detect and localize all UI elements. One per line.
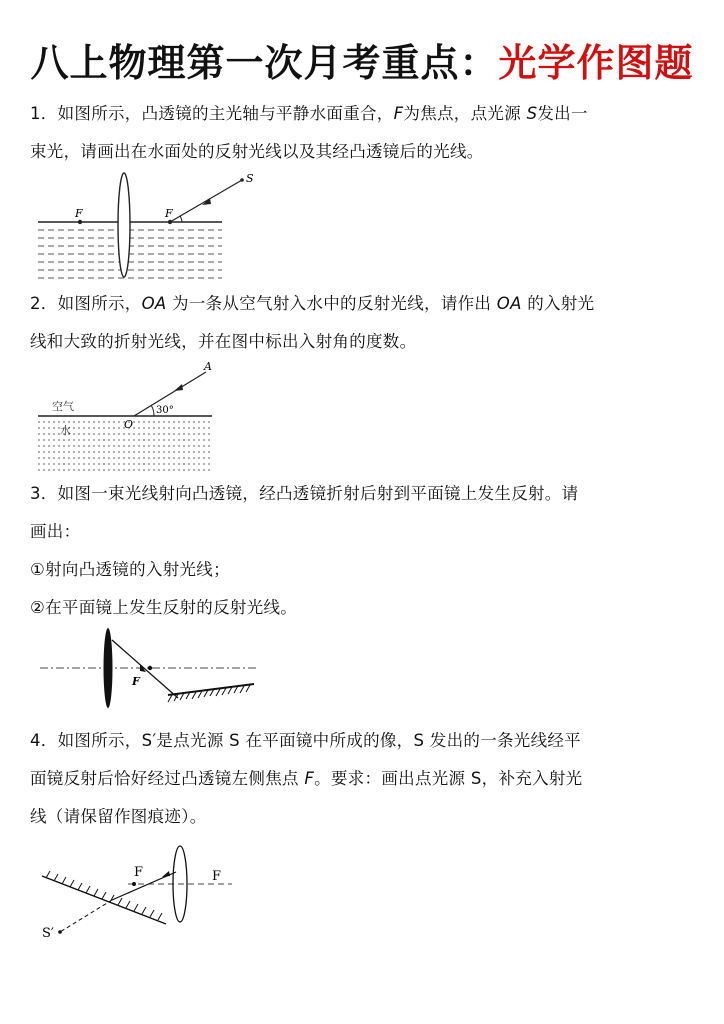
q2-ray-arrow bbox=[174, 384, 183, 391]
q3-line1: 3．如图一束光线射向凸透镜，经凸透镜折射后射到平面镜上发生反射。请 bbox=[30, 484, 579, 503]
q1-label-s: S bbox=[246, 172, 254, 185]
q4-line3: 线（请保留作图痕迹）。 bbox=[30, 807, 207, 826]
q3-label-f: F bbox=[132, 675, 140, 688]
q3-line4: ②在平面镜上发生反射的反射光线。 bbox=[30, 598, 298, 617]
question-3 bbox=[30, 475, 696, 627]
q4-plane-mirror bbox=[42, 876, 166, 924]
q4-focus-left bbox=[132, 882, 136, 886]
question-4 bbox=[30, 722, 696, 836]
q1-line1: 1．如图所示，凸透镜的主光轴与平静水面重合，F为焦点，点光源 S发出一 bbox=[30, 104, 588, 123]
q2-figure bbox=[36, 360, 216, 472]
title-accent: 光学作图题 bbox=[498, 40, 694, 85]
q3-line2: 画出： bbox=[30, 522, 81, 541]
q1-convex-lens bbox=[118, 173, 130, 277]
q4-line2: 面镜反射后恰好经过凸透镜左侧焦点 F。要求：画出点光源 S，补充入射光 bbox=[30, 769, 583, 788]
q3-convex-lens bbox=[104, 628, 113, 708]
q3-ray-arrow bbox=[140, 664, 146, 672]
q1-label-f-left: F bbox=[75, 207, 83, 220]
q1-label-f-right: F bbox=[165, 207, 173, 220]
q4-label-f-left: F bbox=[134, 865, 144, 880]
q1-line2: 束光，请画出在水面处的反射光线以及其经凸透镜后的光线。 bbox=[30, 142, 484, 161]
q3-line3: ①射向凸透镜的入射光线； bbox=[30, 560, 230, 579]
title-main: 八上物理第一次月考重点： bbox=[30, 40, 499, 85]
q4-mirror-hatching bbox=[46, 871, 162, 920]
q3-focus bbox=[148, 666, 152, 670]
q4-figure bbox=[36, 840, 246, 944]
q3-refracted-ray bbox=[112, 640, 178, 698]
q2-label-a: A bbox=[204, 360, 212, 373]
q2-label-air: 空气 bbox=[52, 400, 74, 413]
q1-incident-ray bbox=[170, 180, 242, 222]
q4-line1: 4．如图所示，S′是点光源 S 在平面镜中所成的像，S 发出的一条光线经平 bbox=[30, 731, 581, 750]
q1-ray-arrow bbox=[202, 198, 211, 205]
q1-point-source bbox=[240, 178, 244, 182]
q2-line2: 线和大致的折射光线，并在图中标出入射角的度数。 bbox=[30, 332, 417, 351]
q1-angle-arc bbox=[180, 216, 182, 222]
q2-angle-arc bbox=[151, 405, 154, 416]
q4-extension-line bbox=[60, 900, 112, 932]
q4-ray-arrow bbox=[162, 871, 170, 877]
q2-label-o: O bbox=[124, 418, 134, 431]
q3-figure bbox=[36, 622, 276, 714]
q4-label-s-prime: S′ bbox=[42, 926, 54, 941]
q1-focus-left bbox=[78, 220, 82, 224]
q4-label-f-right: F bbox=[212, 869, 222, 884]
q2-label-water: 水 bbox=[60, 424, 71, 437]
q2-label-angle: 30° bbox=[156, 405, 174, 416]
q1-figure bbox=[36, 168, 266, 280]
question-2 bbox=[30, 285, 696, 361]
q4-image-point bbox=[58, 930, 62, 934]
page-title bbox=[0, 32, 724, 87]
question-1 bbox=[30, 95, 696, 171]
q2-line1: 2．如图所示，OA 为一条从空气射入水中的反射光线，请作出 OA 的入射光 bbox=[30, 294, 595, 313]
